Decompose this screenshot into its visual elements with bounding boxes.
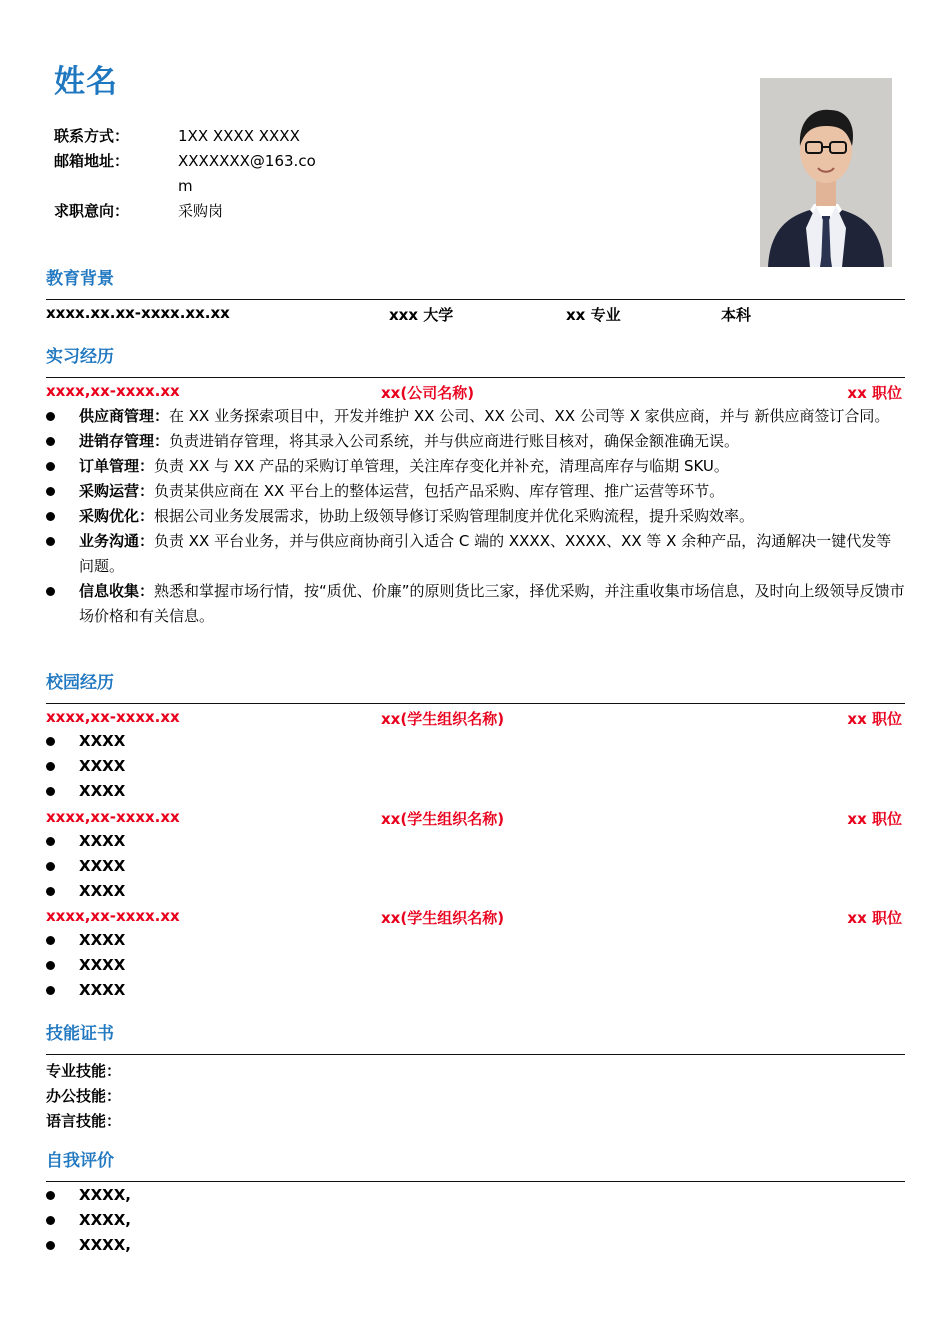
item-heading: 采购优化： (79, 507, 155, 525)
profile-photo (760, 78, 892, 267)
internship-position: xx 职位 (847, 384, 902, 402)
objective-label: 求职意向： (54, 202, 130, 220)
bullet-icon (46, 887, 55, 896)
internship-date: xxxx,xx-xxxx.xx (46, 382, 180, 400)
campus-list (46, 729, 905, 804)
contact-row-phone (54, 124, 328, 149)
education-school: xxx 大学 (389, 306, 454, 324)
campus-date: xxxx,xx-xxxx.xx (46, 907, 180, 925)
campus-date: xxxx,xx-xxxx.xx (46, 708, 180, 726)
phone-value: 1XX XXXX XXXX (178, 127, 300, 145)
list-item (46, 829, 905, 854)
list-item (46, 529, 905, 579)
education-degree: 本科 (721, 306, 752, 324)
item-text: XXXX (79, 782, 126, 800)
bullet-icon (46, 936, 55, 945)
item-heading: 采购运营： (79, 482, 155, 500)
item-text: XXXX (79, 956, 126, 974)
skill-language: 语言技能： (46, 1112, 122, 1130)
education-row (46, 304, 906, 326)
bullet-icon (46, 1191, 55, 1200)
bullet-icon (46, 487, 55, 496)
list-item (46, 1208, 905, 1233)
bullet-icon (46, 837, 55, 846)
list-item (46, 454, 905, 479)
campus-list (46, 829, 905, 904)
contact-info (54, 124, 328, 224)
item-heading: 订单管理： (79, 457, 155, 475)
list-item (46, 404, 905, 429)
bullet-icon (46, 587, 55, 596)
list-item (46, 754, 905, 779)
campus-position: xx 职位 (847, 909, 902, 927)
bullet-icon (46, 412, 55, 421)
item-heading: 供应商管理： (79, 407, 170, 425)
campus-entry-header (46, 907, 902, 927)
list-item (46, 779, 905, 804)
skill-office: 办公技能： (46, 1087, 122, 1105)
item-text: 负责 XX 与 XX 产品的采购订单管理，关注库存变化并补充，清理高库存与临期 SKU。 (154, 457, 729, 475)
item-text: XXXX (79, 732, 126, 750)
internship-title: 实习经历 (46, 347, 114, 367)
item-text: 负责 XX 平台业务，并与供应商协商引入适合 C 端的 XXXX、XXXX、XX 等 X 余种产品，沟通解决一键代发等问题。 (79, 532, 892, 575)
campus-org: xx(学生组织名称) (381, 710, 505, 728)
campus-date: xxxx,xx-xxxx.xx (46, 808, 180, 826)
objective-value: 采购岗 (178, 202, 224, 220)
list-item (46, 928, 905, 953)
list-item (46, 854, 905, 879)
bullet-icon (46, 1241, 55, 1250)
bullet-icon (46, 512, 55, 521)
item-text: XXXX (79, 832, 126, 850)
self-eval-divider (46, 1181, 905, 1182)
campus-position: xx 职位 (847, 710, 902, 728)
list-item (46, 579, 905, 629)
resume-name: 姓名 (54, 64, 118, 100)
education-date: xxxx.xx.xx-xxxx.xx.xx (46, 304, 230, 322)
bullet-icon (46, 862, 55, 871)
item-text: 负责某供应商在 XX 平台上的整体运营，包括产品采购、库存管理、推广运营等环节。 (154, 482, 725, 500)
internship-divider (46, 377, 905, 378)
campus-entry-header (46, 708, 902, 728)
bullet-icon (46, 437, 55, 446)
education-title: 教育背景 (46, 269, 114, 289)
skill-professional: 专业技能： (46, 1062, 122, 1080)
education-major: xx 专业 (566, 306, 621, 324)
item-heading: 信息收集： (79, 582, 155, 600)
email-value: XXXXXXX@163.com (178, 152, 316, 195)
bullet-icon (46, 787, 55, 796)
campus-position: xx 职位 (847, 810, 902, 828)
item-text: XXXX (79, 757, 126, 775)
list-item (46, 429, 905, 454)
bullet-icon (46, 537, 55, 546)
item-text: 在 XX 业务探索项目中，开发并维护 XX 公司、XX 公司、XX 公司等 X 家供应商，并与 新供应商签订合同。 (169, 407, 890, 425)
list-item (46, 504, 905, 529)
self-eval-list (46, 1183, 905, 1258)
list-item (46, 479, 905, 504)
item-text: XXXX (79, 857, 126, 875)
item-text: XXXX, (79, 1236, 131, 1254)
campus-divider (46, 703, 905, 704)
skills-title: 技能证书 (46, 1024, 114, 1044)
contact-row-email (54, 149, 328, 199)
contact-row-objective (54, 199, 328, 224)
email-label: 邮箱地址： (54, 152, 130, 170)
item-text: XXXX (79, 882, 126, 900)
item-text: XXXX, (79, 1186, 131, 1204)
item-heading: 进销存管理： (79, 432, 170, 450)
bullet-icon (46, 961, 55, 970)
item-heading: 业务沟通： (79, 532, 155, 550)
internship-header (46, 382, 902, 402)
bullet-icon (46, 737, 55, 746)
internship-company: xx(公司名称) (381, 384, 475, 402)
list-item (46, 879, 905, 904)
skills-divider (46, 1054, 905, 1055)
item-text: 负责进销存管理，将其录入公司系统，并与供应商进行账目核对，确保金额准确无误。 (169, 432, 740, 450)
bullet-icon (46, 762, 55, 771)
item-text: XXXX (79, 931, 126, 949)
item-text: 熟悉和掌握市场行情，按“质优、价廉”的原则货比三家，择优采购，并注重收集市场信息，及时向上级领导反馈市场价格和有关信息。 (79, 582, 905, 625)
campus-org: xx(学生组织名称) (381, 909, 505, 927)
bullet-icon (46, 986, 55, 995)
person-photo-icon (760, 78, 892, 267)
list-item (46, 1233, 905, 1258)
item-text: 根据公司业务发展需求，协助上级领导修订采购管理制度并优化采购流程，提升采购效率。 (154, 507, 755, 525)
bullet-icon (46, 462, 55, 471)
internship-list (46, 404, 905, 629)
campus-list (46, 928, 905, 1003)
self-eval-title: 自我评价 (46, 1151, 114, 1171)
item-text: XXXX (79, 981, 126, 999)
list-item (46, 978, 905, 1003)
campus-title: 校园经历 (46, 673, 114, 693)
phone-label: 联系方式： (54, 127, 130, 145)
education-divider (46, 299, 905, 300)
list-item (46, 953, 905, 978)
list-item (46, 1183, 905, 1208)
bullet-icon (46, 1216, 55, 1225)
campus-org: xx(学生组织名称) (381, 810, 505, 828)
skills-list (46, 1059, 121, 1134)
campus-entry-header (46, 808, 902, 828)
list-item (46, 729, 905, 754)
item-text: XXXX, (79, 1211, 131, 1229)
